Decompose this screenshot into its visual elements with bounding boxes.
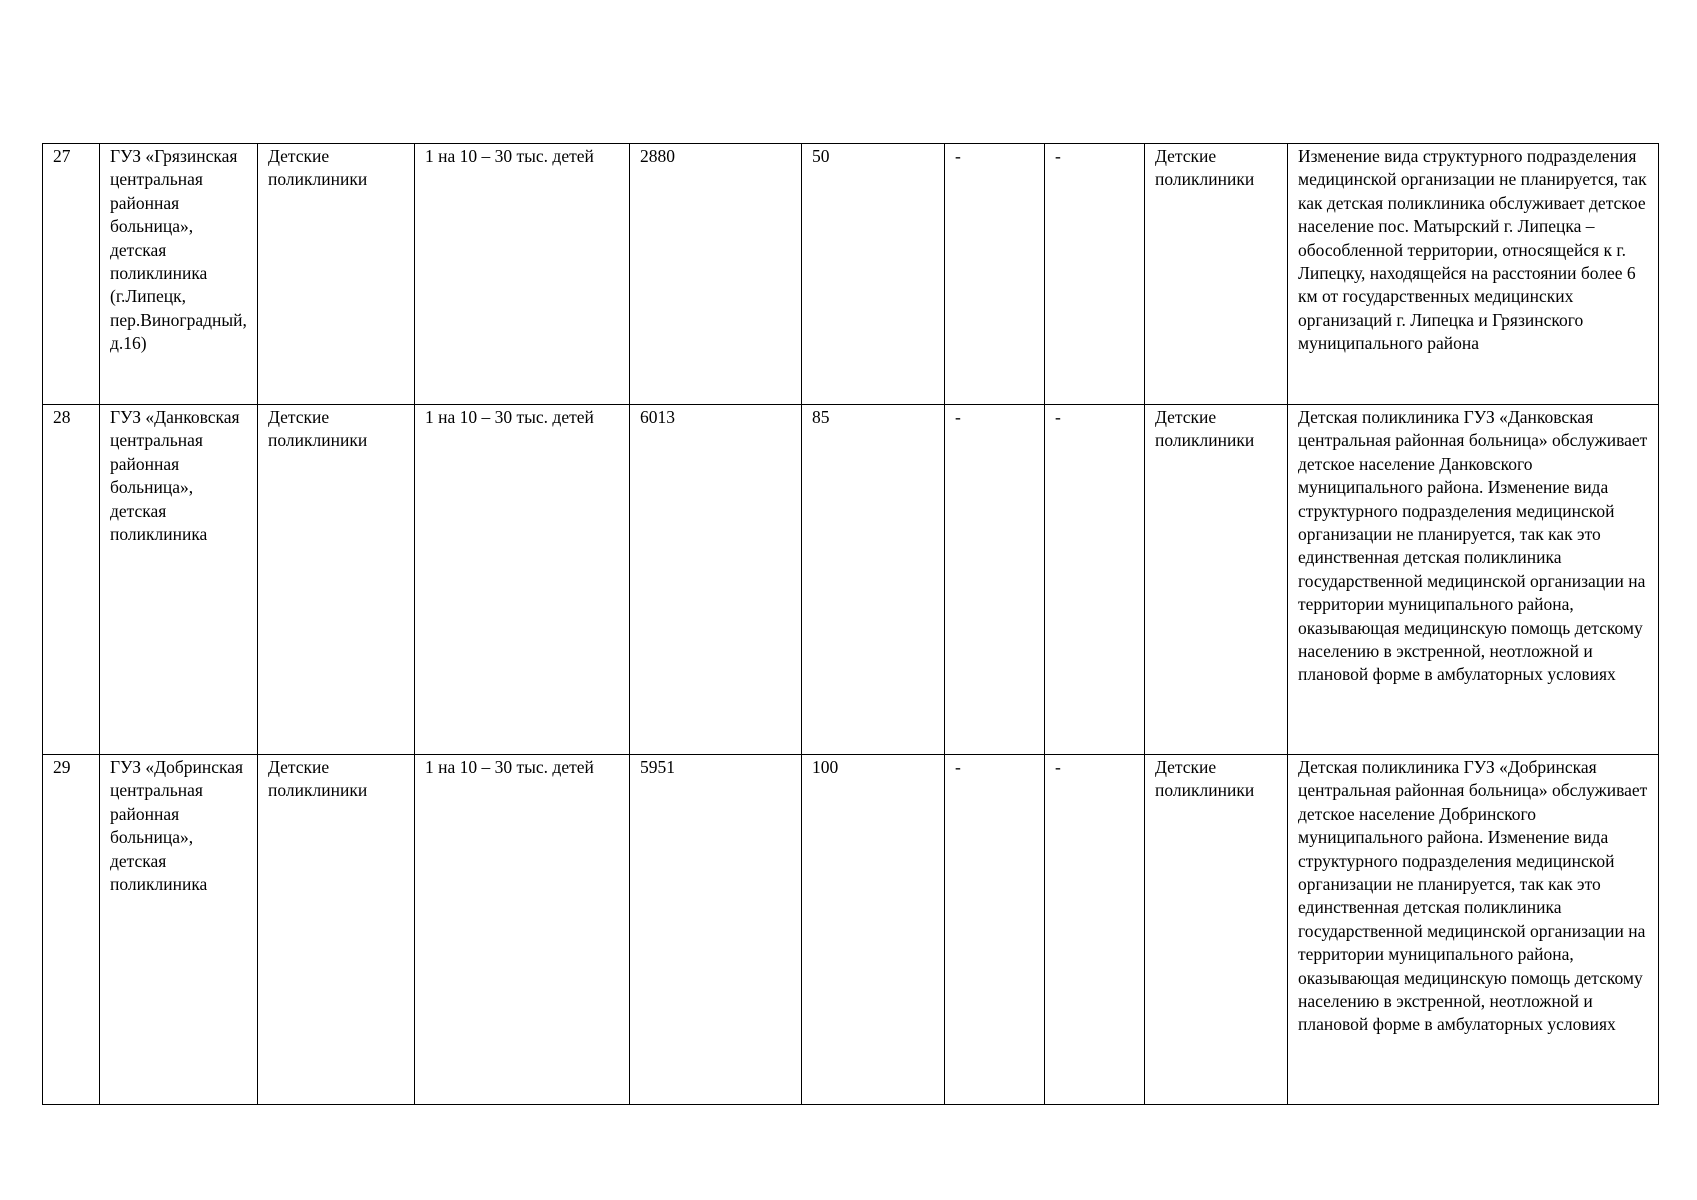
table-row [43, 144, 1659, 405]
column-8: - [1045, 144, 1145, 405]
note: Изменение вида структурного подразделения медицинской организации не планируется, так как детская поликлиника обслуживает детское население пос. Матырский г. Липецка – обособленной территории, относящейся к г. Липецку, находящейся на расстоянии более 6 км от государственных медицинских организаций г. Липецка и Грязинского муниципального района [1288, 144, 1659, 405]
table-row [43, 405, 1659, 755]
unit-type: Детские поликлиники [258, 405, 415, 755]
organization-name: ГУЗ «Добринская центральная районная больница», детская поликлиника [100, 755, 258, 1105]
row-number: 27 [43, 144, 100, 405]
capacity: 85 [802, 405, 945, 755]
norm: 1 на 10 – 30 тыс. детей [415, 405, 630, 755]
column-7: - [945, 144, 1045, 405]
planned-unit-type: Детские поликлиники [1145, 405, 1288, 755]
unit-type: Детские поликлиники [258, 755, 415, 1105]
unit-type: Детские поликлиники [258, 144, 415, 405]
column-8: - [1045, 755, 1145, 1105]
row-number: 29 [43, 755, 100, 1105]
planned-unit-type: Детские поликлиники [1145, 755, 1288, 1105]
row-number: 28 [43, 405, 100, 755]
planned-unit-type: Детские поликлиники [1145, 144, 1288, 405]
facilities-table [42, 143, 1659, 1105]
population: 6013 [630, 405, 802, 755]
population: 5951 [630, 755, 802, 1105]
column-8: - [1045, 405, 1145, 755]
norm: 1 на 10 – 30 тыс. детей [415, 755, 630, 1105]
norm: 1 на 10 – 30 тыс. детей [415, 144, 630, 405]
organization-name: ГУЗ «Грязинская центральная районная больница», детская поликлиника (г.Липецк, пер.Виноградный, д.16) [100, 144, 258, 405]
population: 2880 [630, 144, 802, 405]
capacity: 100 [802, 755, 945, 1105]
note: Детская поликлиника ГУЗ «Данковская центральная районная больница» обслуживает детское население Данковского муниципального района. Изменение вида структурного подразделения медицинской организации не планируется, так как это единственная детская поликлиника государственной медицинской организации на территории муниципального района, оказывающая медицинскую помощь детскому населению в экстренной, неотложной и плановой форме в амбулаторных условиях [1288, 405, 1659, 755]
table-row [43, 755, 1659, 1105]
organization-name: ГУЗ «Данковская центральная районная больница», детская поликлиника [100, 405, 258, 755]
column-7: - [945, 405, 1045, 755]
note: Детская поликлиника ГУЗ «Добринская центральная районная больница» обслуживает детское население Добринского муниципального района. Изменение вида структурного подразделения медицинской организации не планируется, так как это единственная детская поликлиника государственной медицинской организации на территории муниципального района, оказывающая медицинскую помощь детскому населению в экстренной, неотложной и плановой форме в амбулаторных условиях [1288, 755, 1659, 1105]
capacity: 50 [802, 144, 945, 405]
column-7: - [945, 755, 1045, 1105]
